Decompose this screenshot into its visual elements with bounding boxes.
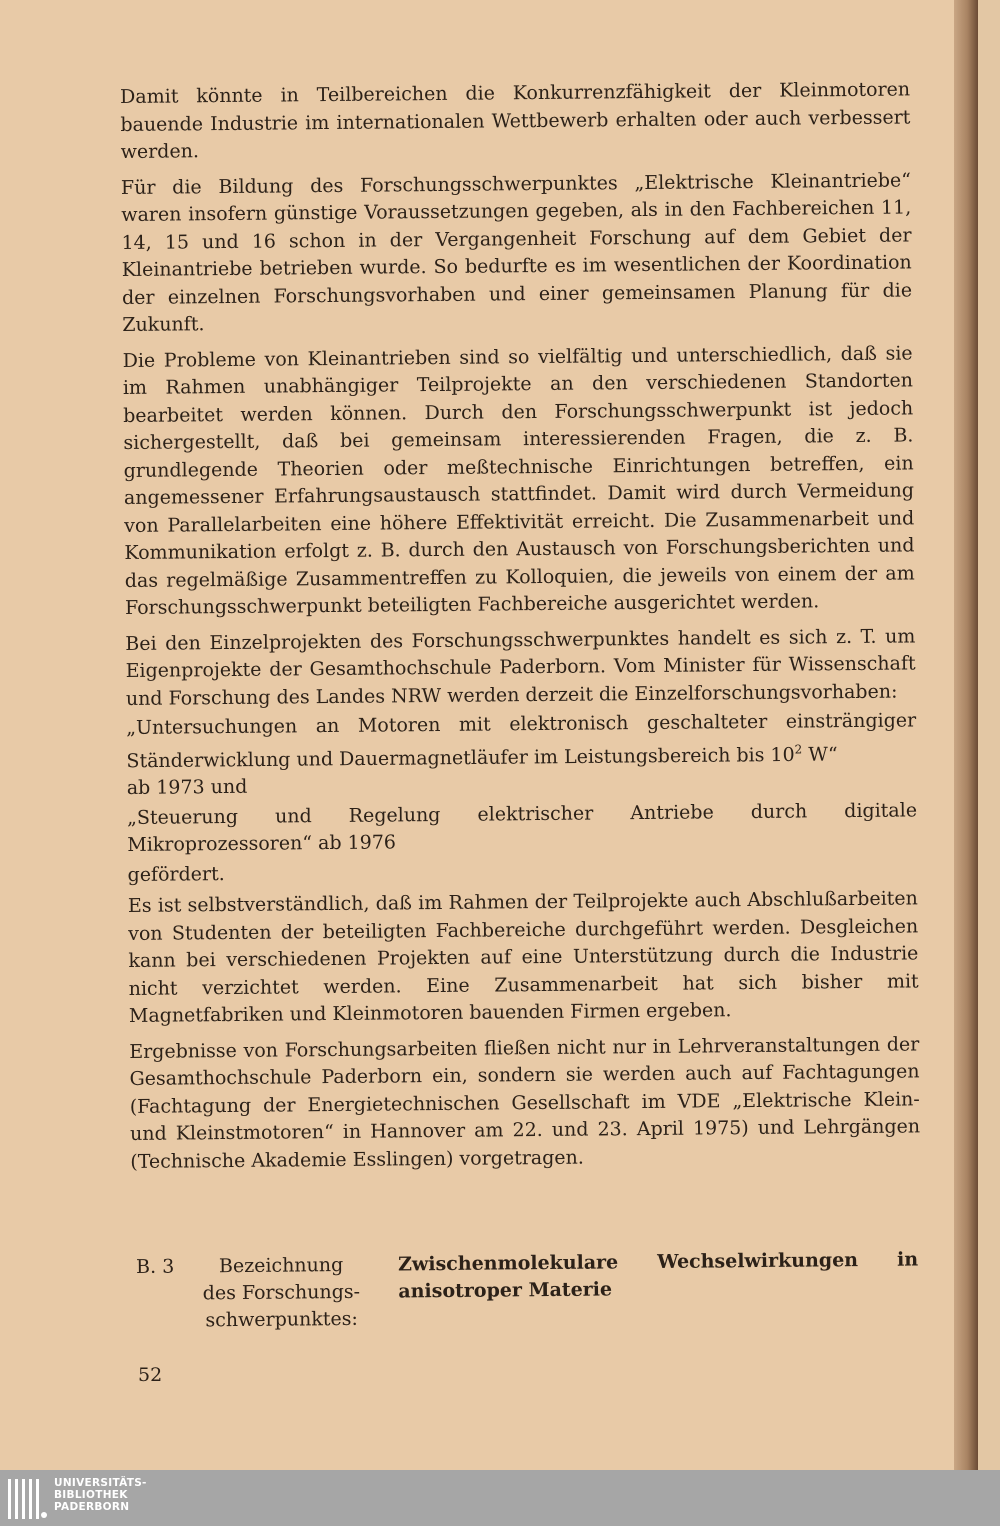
label-line: des Forschungs- (202, 1280, 361, 1305)
section-b3 (136, 1246, 926, 1332)
footer-bar (0, 1470, 1000, 1526)
library-logo-icon (6, 1477, 48, 1521)
section-label (186, 1252, 377, 1335)
label-line: Bezeichnung (218, 1254, 344, 1278)
quote-text: „Untersuchungen an Motoren mit elektronisch geschalteter einsträngiger Ständerwicklung und Dauermagnetläufer im Leistungsbereich bis 10 (126, 709, 917, 772)
section-title: Zwischenmolekulare Wechselwirkungen in anisotroper Materie (398, 1248, 919, 1303)
logo-line: UNIVERSITÄTS- (54, 1477, 147, 1489)
project-quote-2: „Steuerung und Regelung elektrischer Antriebe durch digitale Mikroprozessoren“ ab 1976 (126, 799, 918, 857)
paragraph: Damit könnte in Teilbereichen die Konkurrenzfähigkeit der Kleinmotoren bauende Industrie im internationalen Wettbewerb erhalten oder auch verbessert werden. (120, 78, 911, 163)
page-edge (954, 0, 978, 1470)
logo-line: BIBLIOTHEK (54, 1489, 128, 1501)
project-quote-1 (126, 707, 917, 802)
paragraph: Es ist selbstverständlich, daß im Rahmen der Teilprojekte auch Abschlußarbeiten von Studenten der beteiligten Fachbereiche durchgeführt werden. Desgleichen kann bei verschiedenen Projekten auf eine Unterstützung durch die Industrie nicht verzichtet werden. Eine Zusammenarbeit hat sich bisher mit Magnetfabriken und Kleinmotoren bauenden Firmen ergeben. (127, 887, 919, 1028)
label-line: schwerpunktes: (205, 1307, 358, 1332)
body-text (120, 76, 921, 1184)
section-number: B. 3 (136, 1255, 175, 1278)
quote-year: ab 1973 und (126, 776, 248, 800)
paragraph: Bei den Einzelprojekten des Forschungsschwerpunktes handelt es sich z. T. um Eigenprojekte der Gesamthochschule Paderborn. Vom Minister für Wissenschaft und Forschung des Landes NRW werden derzeit die Einzelforschungsvorhaben: (125, 624, 916, 710)
quote-unit: W“ (802, 742, 838, 766)
paragraph: Die Probleme von Kleinantrieben sind so vielfältig und unterschiedlich, daß sie im Rahmen unabhängiger Teilprojekte an den verschiedenen Standorten bearbeitet werden können. Durch den Forschungsschwerpunkt ist jedoch sichergestellt, daß bei gemeinsam interessierenden Fragen, die z. B. grundlegende Theorien oder meßtechnische Einrichtungen betreffen, ein angemessener Erfahrungsaustausch stattfindet. Damit wird durch Vermeidung von Parallelarbeiten eine höhere Effektivität erreicht. Die Zusammenarbeit und Kommunikation erfolgt z. B. durch den Austausch von Forschungsberichten und das regelmäßige Zusammentreffen zu Kolloquien, die jeweils von einem der am Forschungsschwerpunkt beteiligten Fachbereiche ausgerichtet werden. (122, 341, 915, 619)
paragraph: Für die Bildung des Forschungsschwerpunktes „Elektrische Kleinantriebe“ waren insofern günstige Voraussetzungen gegeben, als in den Fachbereichen 11, 14, 15 und 16 schon in der Vergangenheit Forschung auf dem Gebiet der Kleinantriebe betrieben wurde. So bedurfte es im wesentlichen der Koordination der einzelnen Forschungsvorhaben und einer gemeinsamen Planung für die Zukunft. (120, 168, 913, 336)
page-number: 52 (138, 1364, 163, 1386)
quote-superscript: 2 (794, 741, 803, 757)
library-logo-text (54, 1477, 147, 1513)
paragraph: Ergebnisse von Forschungsarbeiten fließen nicht nur in Lehrveranstaltungen der Gesamthochschule Paderborn ein, sondern sie werden auch auf Fachtagungen (Fachtagung der Energietechnischen Gesellschaft im VDE „Elektrische Klein- und Kleinstmotoren“ in Hannover am 22. und 23. April 1975) und Lehrgängen (Technische Akademie Esslingen) vorgetragen. (129, 1033, 921, 1173)
logo-line: PADERBORN (54, 1501, 130, 1513)
paragraph: gefördert. (127, 862, 225, 886)
